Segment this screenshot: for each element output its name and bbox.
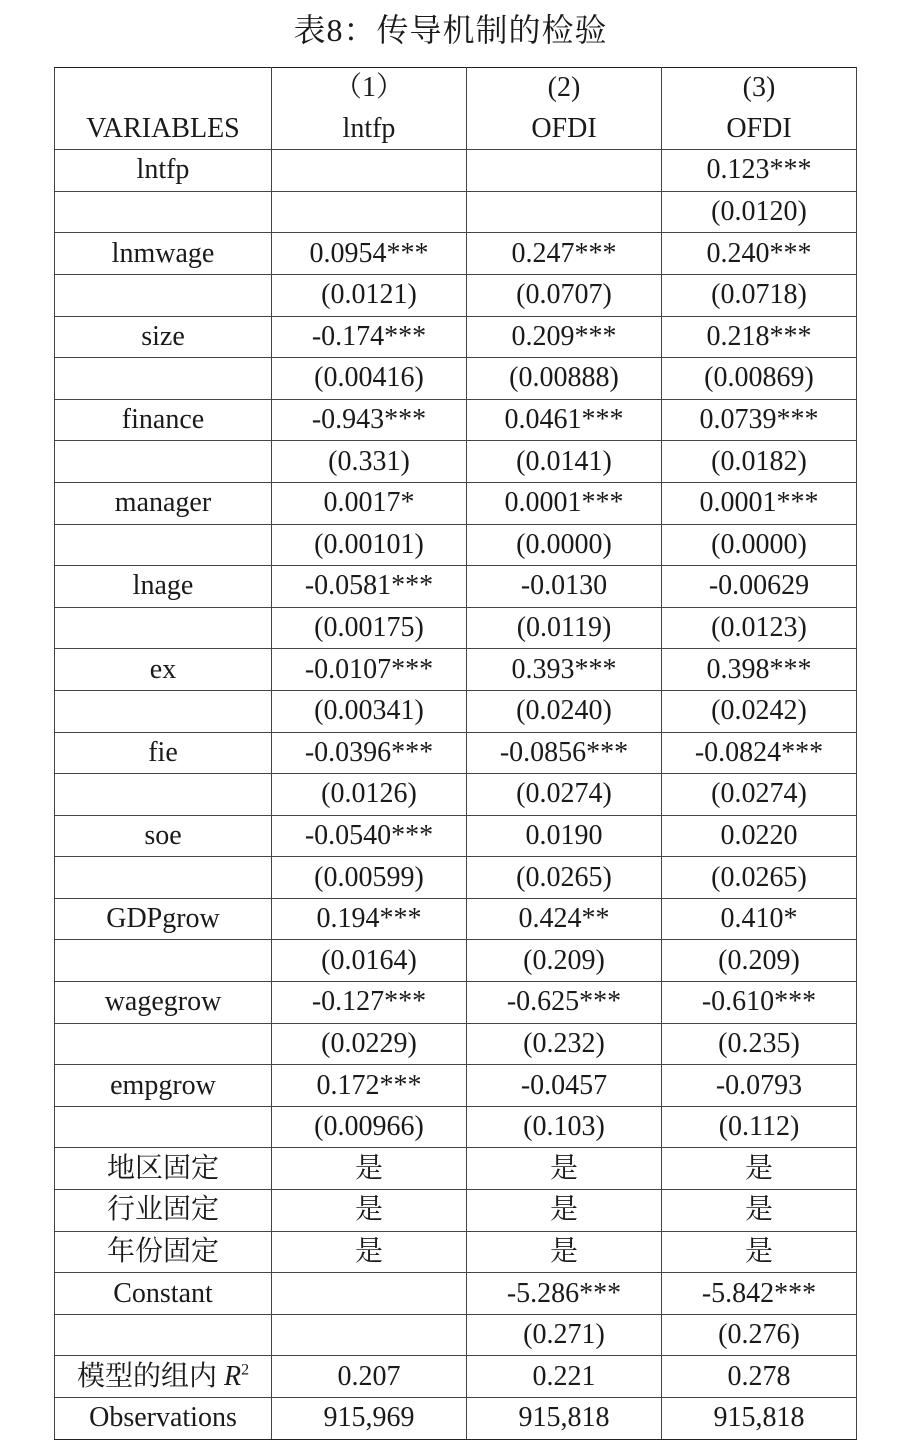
coef-cell: -0.174*** bbox=[272, 316, 467, 358]
se-cell: (0.0164) bbox=[272, 940, 467, 982]
r2-cell: 0.221 bbox=[467, 1356, 662, 1398]
se-cell: (0.235) bbox=[662, 1023, 857, 1065]
coef-cell: -0.0107*** bbox=[272, 649, 467, 691]
variable-label-empty bbox=[55, 274, 272, 316]
coef-row bbox=[55, 482, 857, 524]
se-cell: (0.0274) bbox=[467, 774, 662, 816]
variable-label: GDPgrow bbox=[55, 898, 272, 940]
coef-cell: -0.0457 bbox=[467, 1065, 662, 1107]
coef-cell: -0.0581*** bbox=[272, 566, 467, 608]
se-cell: (0.0265) bbox=[662, 857, 857, 899]
variable-label-empty bbox=[55, 940, 272, 982]
se-cell: (0.00888) bbox=[467, 358, 662, 400]
coef-cell: 0.410* bbox=[662, 898, 857, 940]
regression-table bbox=[54, 67, 857, 1440]
fixed-effect-cell: 是 bbox=[272, 1190, 467, 1232]
se-row bbox=[55, 524, 857, 566]
se-cell: (0.0121) bbox=[272, 274, 467, 316]
variable-label-empty bbox=[55, 857, 272, 899]
coef-cell: 0.194*** bbox=[272, 898, 467, 940]
coef-cell: 0.424** bbox=[467, 898, 662, 940]
se-cell: (0.00599) bbox=[272, 857, 467, 899]
variable-label: empgrow bbox=[55, 1065, 272, 1107]
table-title: 表8：传导机制的检验 bbox=[293, 12, 608, 48]
variable-label-empty bbox=[55, 690, 272, 732]
coef-row bbox=[55, 316, 857, 358]
coef-row bbox=[55, 732, 857, 774]
variable-label-empty bbox=[55, 1314, 272, 1356]
coef-cell: -0.00629 bbox=[662, 566, 857, 608]
coef-row bbox=[55, 982, 857, 1024]
se-cell: (0.0240) bbox=[467, 690, 662, 732]
se-cell: (0.0141) bbox=[467, 441, 662, 483]
fixed-effect-cell: 是 bbox=[272, 1148, 467, 1190]
header-cell: lntfp bbox=[272, 109, 467, 150]
fixed-effect-label: 地区固定 bbox=[55, 1148, 272, 1190]
variable-label: fie bbox=[55, 732, 272, 774]
se-cell: (0.331) bbox=[272, 441, 467, 483]
coef-row bbox=[55, 649, 857, 691]
variable-label: manager bbox=[55, 482, 272, 524]
se-cell: (0.112) bbox=[662, 1106, 857, 1148]
se-cell: (0.00416) bbox=[272, 358, 467, 400]
coef-cell: -0.0856*** bbox=[467, 732, 662, 774]
variable-label-empty bbox=[55, 1106, 272, 1148]
se-cell: (0.0123) bbox=[662, 607, 857, 649]
se-row bbox=[55, 441, 857, 483]
coef-cell: 0.0001*** bbox=[662, 482, 857, 524]
coef-cell: -5.842*** bbox=[662, 1273, 857, 1315]
variable-label: lntfp bbox=[55, 150, 272, 192]
r2-row bbox=[55, 1356, 857, 1398]
coef-cell: 0.172*** bbox=[272, 1065, 467, 1107]
se-cell: (0.276) bbox=[662, 1314, 857, 1356]
coef-cell: -0.0824*** bbox=[662, 732, 857, 774]
coef-cell: 0.398*** bbox=[662, 649, 857, 691]
coef-cell: -0.0396*** bbox=[272, 732, 467, 774]
coef-cell: -0.610*** bbox=[662, 982, 857, 1024]
r2-label-sup: 2 bbox=[241, 1361, 250, 1379]
header-cell: OFDI bbox=[662, 109, 857, 150]
fixed-effect-row bbox=[55, 1231, 857, 1273]
fixed-effect-cell: 是 bbox=[662, 1231, 857, 1273]
fixed-effect-cell: 是 bbox=[662, 1190, 857, 1232]
se-cell bbox=[467, 191, 662, 233]
observations-cell: 915,818 bbox=[467, 1398, 662, 1440]
se-cell bbox=[272, 1314, 467, 1356]
se-row bbox=[55, 358, 857, 400]
variable-label: soe bbox=[55, 815, 272, 857]
coef-cell: -0.943*** bbox=[272, 399, 467, 441]
r2-label-prefix: 模型的组内 bbox=[76, 1360, 224, 1392]
se-cell: (0.0126) bbox=[272, 774, 467, 816]
coef-cell: -0.625*** bbox=[467, 982, 662, 1024]
coef-row bbox=[55, 150, 857, 192]
variable-label: lnmwage bbox=[55, 233, 272, 275]
coef-cell bbox=[467, 150, 662, 192]
constant-row bbox=[55, 1273, 857, 1315]
coef-cell: 0.0461*** bbox=[467, 399, 662, 441]
header-cell bbox=[55, 68, 272, 109]
se-cell: (0.00341) bbox=[272, 690, 467, 732]
coef-row bbox=[55, 566, 857, 608]
variable-label-empty bbox=[55, 1023, 272, 1065]
header-row-numbers bbox=[55, 68, 857, 109]
header-cell: （1） bbox=[272, 68, 467, 109]
fixed-effect-cell: 是 bbox=[662, 1148, 857, 1190]
fixed-effect-row bbox=[55, 1148, 857, 1190]
se-cell: (0.0242) bbox=[662, 690, 857, 732]
coef-cell: -5.286*** bbox=[467, 1273, 662, 1315]
header-cell: OFDI bbox=[467, 109, 662, 150]
se-cell: (0.209) bbox=[662, 940, 857, 982]
fixed-effect-cell: 是 bbox=[467, 1190, 662, 1232]
coef-row bbox=[55, 1065, 857, 1107]
variable-label-empty bbox=[55, 607, 272, 649]
se-cell: (0.00101) bbox=[272, 524, 467, 566]
se-cell: (0.0718) bbox=[662, 274, 857, 316]
se-cell: (0.0265) bbox=[467, 857, 662, 899]
coef-cell: 0.0954*** bbox=[272, 233, 467, 275]
coef-cell: 0.0001*** bbox=[467, 482, 662, 524]
coef-cell: 0.240*** bbox=[662, 233, 857, 275]
header-cell: VARIABLES bbox=[55, 109, 272, 150]
coef-cell: 0.209*** bbox=[467, 316, 662, 358]
se-cell: (0.232) bbox=[467, 1023, 662, 1065]
variable-label: ex bbox=[55, 649, 272, 691]
observations-cell: 915,969 bbox=[272, 1398, 467, 1440]
se-cell: (0.0229) bbox=[272, 1023, 467, 1065]
se-row bbox=[55, 607, 857, 649]
se-cell: (0.0000) bbox=[467, 524, 662, 566]
coef-row bbox=[55, 815, 857, 857]
se-cell: (0.271) bbox=[467, 1314, 662, 1356]
constant-label: Constant bbox=[55, 1273, 272, 1315]
variable-label-empty bbox=[55, 358, 272, 400]
coef-cell: 0.0220 bbox=[662, 815, 857, 857]
header-cell: (2) bbox=[467, 68, 662, 109]
se-row bbox=[55, 274, 857, 316]
r2-label bbox=[55, 1356, 272, 1398]
coef-row bbox=[55, 233, 857, 275]
variable-label: lnage bbox=[55, 566, 272, 608]
coef-cell: -0.0793 bbox=[662, 1065, 857, 1107]
coef-cell: 0.0190 bbox=[467, 815, 662, 857]
coef-cell: 0.0017* bbox=[272, 482, 467, 524]
coef-cell: 0.0739*** bbox=[662, 399, 857, 441]
fixed-effect-row bbox=[55, 1190, 857, 1232]
variable-label: wagegrow bbox=[55, 982, 272, 1024]
se-cell: (0.00869) bbox=[662, 358, 857, 400]
se-cell: (0.00966) bbox=[272, 1106, 467, 1148]
r2-cell: 0.278 bbox=[662, 1356, 857, 1398]
se-cell: (0.0182) bbox=[662, 441, 857, 483]
se-row bbox=[55, 857, 857, 899]
se-row bbox=[55, 1314, 857, 1356]
variable-label-empty bbox=[55, 191, 272, 233]
coef-cell bbox=[272, 1273, 467, 1315]
se-cell: (0.0119) bbox=[467, 607, 662, 649]
coef-cell: -0.0130 bbox=[467, 566, 662, 608]
observations-label: Observations bbox=[55, 1398, 272, 1440]
coef-cell: 0.247*** bbox=[467, 233, 662, 275]
se-row bbox=[55, 940, 857, 982]
coef-cell: 0.393*** bbox=[467, 649, 662, 691]
se-cell: (0.00175) bbox=[272, 607, 467, 649]
se-cell: (0.0707) bbox=[467, 274, 662, 316]
se-row bbox=[55, 774, 857, 816]
se-cell bbox=[272, 191, 467, 233]
se-cell: (0.0000) bbox=[662, 524, 857, 566]
coef-cell: -0.127*** bbox=[272, 982, 467, 1024]
fixed-effect-cell: 是 bbox=[467, 1148, 662, 1190]
variable-label-empty bbox=[55, 441, 272, 483]
coef-cell: 0.123*** bbox=[662, 150, 857, 192]
se-row bbox=[55, 191, 857, 233]
se-cell: (0.209) bbox=[467, 940, 662, 982]
variable-label-empty bbox=[55, 774, 272, 816]
r2-cell: 0.207 bbox=[272, 1356, 467, 1398]
observations-row bbox=[55, 1398, 857, 1440]
variable-label-empty bbox=[55, 524, 272, 566]
fixed-effect-cell: 是 bbox=[272, 1231, 467, 1273]
se-row bbox=[55, 1106, 857, 1148]
coef-row bbox=[55, 399, 857, 441]
header-cell: (3) bbox=[662, 68, 857, 109]
variable-label: size bbox=[55, 316, 272, 358]
fixed-effect-label: 年份固定 bbox=[55, 1231, 272, 1273]
se-cell: (0.0120) bbox=[662, 191, 857, 233]
coef-cell: 0.218*** bbox=[662, 316, 857, 358]
observations-cell: 915,818 bbox=[662, 1398, 857, 1440]
fixed-effect-cell: 是 bbox=[467, 1231, 662, 1273]
se-cell: (0.0274) bbox=[662, 774, 857, 816]
se-cell: (0.103) bbox=[467, 1106, 662, 1148]
fixed-effect-label: 行业固定 bbox=[55, 1190, 272, 1232]
se-row bbox=[55, 1023, 857, 1065]
coef-cell bbox=[272, 150, 467, 192]
r2-label-var: R bbox=[223, 1360, 242, 1392]
coef-cell: -0.0540*** bbox=[272, 815, 467, 857]
variable-label: finance bbox=[55, 399, 272, 441]
header-row-vars bbox=[55, 109, 857, 150]
se-row bbox=[55, 690, 857, 732]
coef-row bbox=[55, 898, 857, 940]
